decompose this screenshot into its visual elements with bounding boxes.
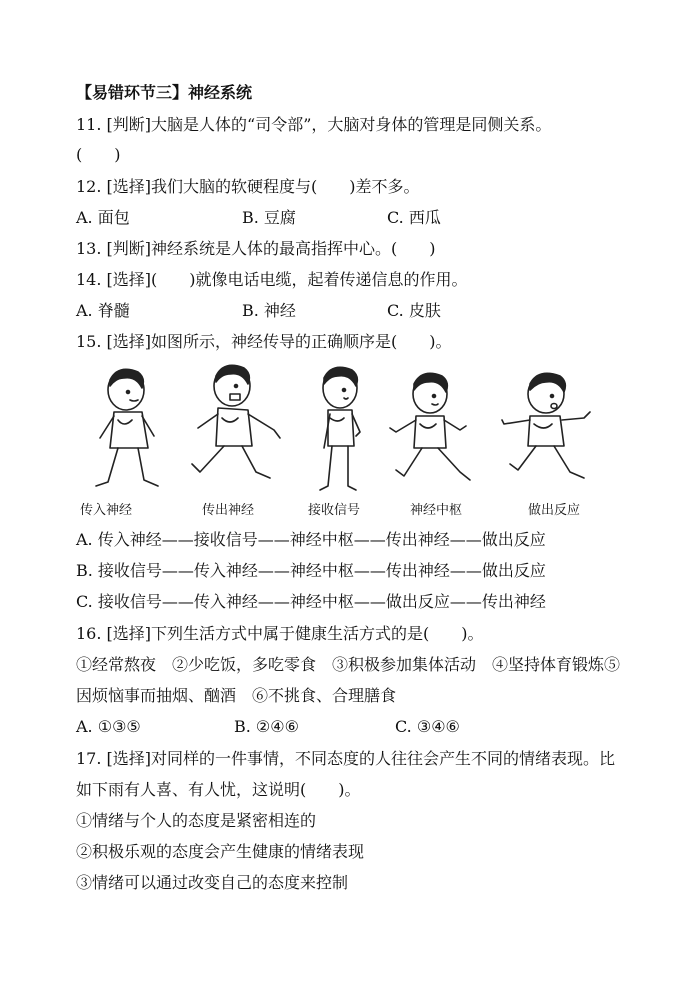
question-11-answer-paren: ( ): [76, 145, 121, 164]
boy-reacting-figure: [502, 373, 590, 478]
question-17-statement-2: ②积极乐观的态度会产生健康的情绪表现: [76, 842, 365, 861]
question-15-option-c: C. 接收信号——传入神经——神经中枢——做出反应——传出神经: [76, 592, 546, 611]
question-17-line-1: 17. [选择]对同样的一件事情，不同态度的人往往会产生不同的情绪表现。比: [76, 749, 616, 768]
question-14: 14. [选择]( )就像电话电缆，起着传递信息的作用。: [76, 270, 468, 289]
caption-nerve-center: 神经中枢: [409, 503, 463, 518]
question-15-option-b: B. 接收信号——传入神经——神经中枢——传出神经——做出反应: [76, 561, 546, 580]
question-12-option-b: B. 豆腐: [242, 208, 296, 227]
question-16-list-line-2: 因烦恼事而抽烟、酗酒 ⑥不挑食、合理膳食: [76, 686, 397, 705]
question-16-option-a: A. ①③⑤: [76, 717, 141, 736]
boy-running-figure: [192, 365, 280, 478]
question-15: 15. [选择]如图所示，神经传导的正确顺序是( )。: [76, 332, 452, 351]
question-12: 12. [选择]我们大脑的软硬程度与( )差不多。: [76, 177, 420, 196]
question-13: 13. [判断]神经系统是人体的最高指挥中心。( ): [76, 239, 436, 258]
question-17-statement-1: ①情绪与个人的态度是紧密相连的: [76, 811, 317, 830]
question-16-option-b: B. ②④⑥: [234, 717, 299, 736]
question-16-option-c: C. ③④⑥: [395, 717, 460, 736]
question-15-option-a: A. 传入神经——接收信号——神经中枢——传出神经——做出反应: [76, 530, 546, 549]
question-16-list-line-1: ①经常熬夜 ②少吃饭，多吃零食 ③积极参加集体活动 ④坚持体育锻炼⑤: [76, 655, 621, 674]
caption-receive-signal: 接收信号: [307, 503, 361, 518]
caption-afferent-nerve: 传入神经: [79, 503, 133, 518]
boy-standing-figure: [320, 367, 360, 490]
nerve-conduction-illustration: [68, 362, 628, 522]
question-12-option-a: A. 面包: [76, 208, 130, 227]
question-12-option-c: C. 西瓜: [387, 208, 441, 227]
question-11: 11. [判断]大脑是人体的“司令部”，大脑对身体的管理是同侧关系。: [76, 115, 552, 134]
question-17-statement-3: ③情绪可以通过改变自己的态度来控制: [76, 873, 349, 892]
caption-make-response: 做出反应: [527, 503, 581, 518]
question-14-option-b: B. 神经: [242, 301, 296, 320]
caption-efferent-nerve: 传出神经: [201, 503, 255, 518]
boy-running-with-object-figure: [390, 373, 470, 480]
question-14-option-c: C. 皮肤: [387, 301, 441, 320]
question-17-line-2: 如下雨有人喜、有人忧，这说明( )。: [76, 780, 361, 799]
question-16: 16. [选择]下列生活方式中属于健康生活方式的是( )。: [76, 624, 484, 643]
section-title: 【易错环节三】神经系统: [76, 83, 253, 102]
question-14-option-a: A. 脊髓: [76, 301, 130, 320]
boy-walking-figure: [96, 369, 158, 486]
